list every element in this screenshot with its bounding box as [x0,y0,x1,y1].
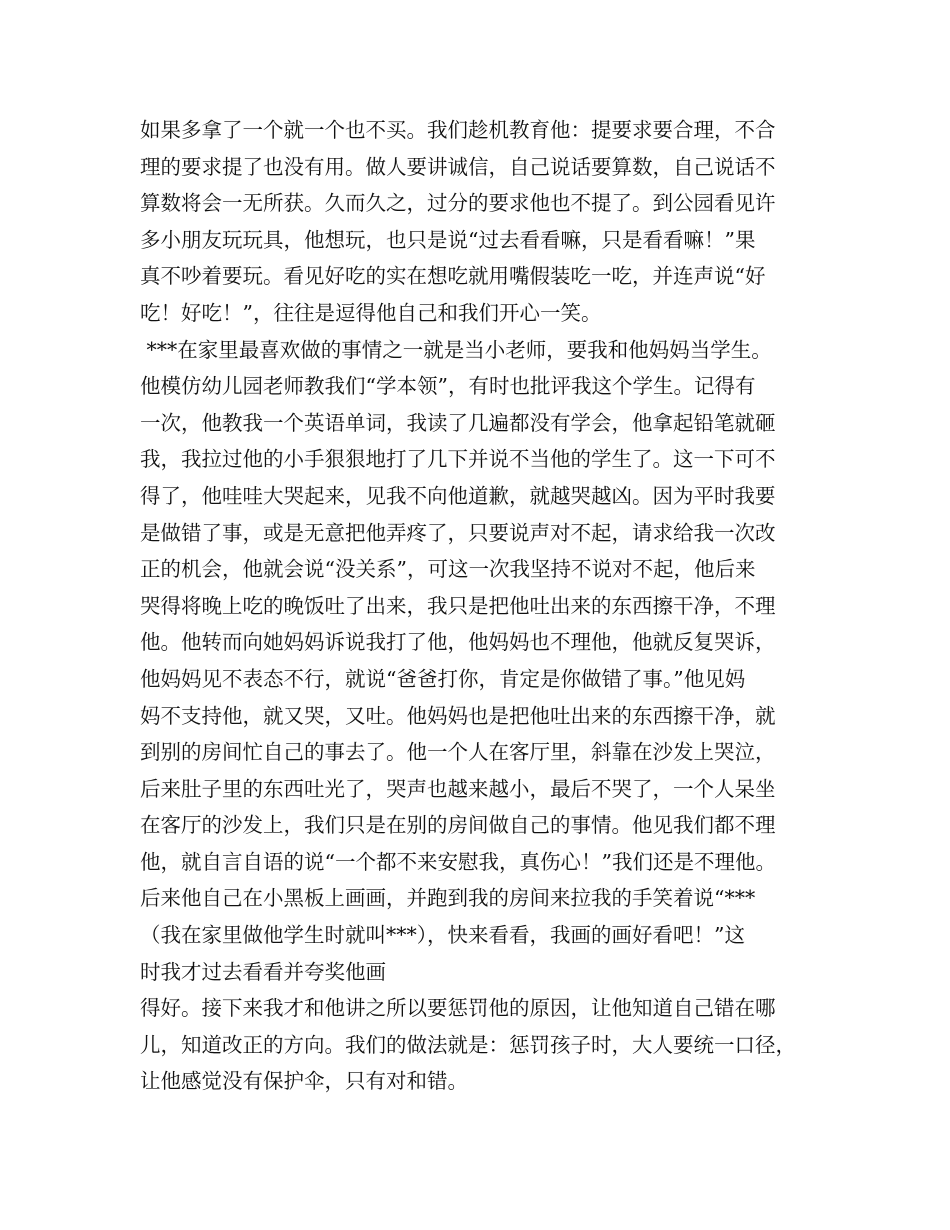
body-text [140,112,840,1100]
text-line: 真不吵着要玩。看见好吃的实在想吃就用嘴假装吃一吃，并连声说“好 [140,264,766,289]
text-line: 让他感觉没有保护伞，只有对和错。 [140,1069,468,1094]
text-line: 算数将会一无所获。久而久之，过分的要求他也不提了。到公园看见许 [140,191,776,216]
text-line: 他，就自言自语的说“一个都不来安慰我，真伤心！”我们还是不理他。 [140,849,776,874]
text-line: 儿，知道改正的方向。我们的做法就是：惩罚孩子时，大人要统一口径， [140,1032,796,1057]
text-line: 得了，他哇哇大哭起来，见我不向他道歉，就越哭越凶。因为平时我要 [140,483,776,508]
text-line: 他。他转而向她妈妈诉说我打了他，他妈妈也不理他，他就反复哭诉， [140,630,776,655]
text-line: 得好。接下来我才和他讲之所以要惩罚他的原因，让他知道自己错在哪 [140,996,776,1021]
text-line: 如果多拿了一个就一个也不买。我们趁机教育他：提要求要合理，不合 [140,118,776,142]
text-line: 是做错了事，或是无意把他弄疼了，只要说声对不起，请求给我一次改 [140,520,776,545]
text-line: 吃！好吃！”，往往是逗得他自己和我们开心一笑。 [140,300,602,325]
text-line: 妈不支持他，就又哭，又吐。他妈妈也是把他吐出来的东西擦干净，就 [140,703,776,728]
text-line: 多小朋友玩玩具，他想玩，也只是说“过去看看嘛，只是看看嘛！”果 [140,227,756,252]
text-line: ***在家里最喜欢做的事情之一就是当小老师，要我和他妈妈当学生。 [140,337,772,362]
text-line: 正的机会，他就会说“没关系”，可这一次我坚持不说对不起，他后来 [140,557,756,582]
text-line: 他模仿幼儿园老师教我们“学本领”，有时也批评我这个学生。记得有 [140,374,756,399]
text-line: 哭得将晚上吃的晚饭吐了出来，我只是把他吐出来的东西擦干净，不理 [140,593,776,618]
text-line: （我在家里做他学生时就叫***），快来看看，我画的画好看吧！”这 [140,923,745,948]
text-line: 他妈妈见不表态不行，就说“爸爸打你，肯定是你做错了事。”他见妈 [140,666,746,691]
text-line: 在客厅的沙发上，我们只是在别的房间做自己的事情。他见我们都不理 [140,813,776,838]
text-line: 时我才过去看看并夸奖他画 [140,959,386,984]
text-line: 后来他自己在小黑板上画画，并跑到我的房间来拉我的手笑着说“*** [140,886,756,911]
text-line: 到别的房间忙自己的事去了。他一个人在客厅里，斜靠在沙发上哭泣， [140,740,776,765]
text-line: 后来肚子里的东西吐光了，哭声也越来越小，最后不哭了，一个人呆坐 [140,776,776,801]
text-line: 理的要求提了也没有用。做人要讲诚信，自己说话要算数，自己说话不 [140,154,776,179]
text-line: 我，我拉过他的小手狠狠地打了几下并说不当他的学生了。这一下可不 [140,447,776,472]
text-line: 一次，他教我一个英语单词，我读了几遍都没有学会，他拿起铅笔就砸 [140,410,776,435]
